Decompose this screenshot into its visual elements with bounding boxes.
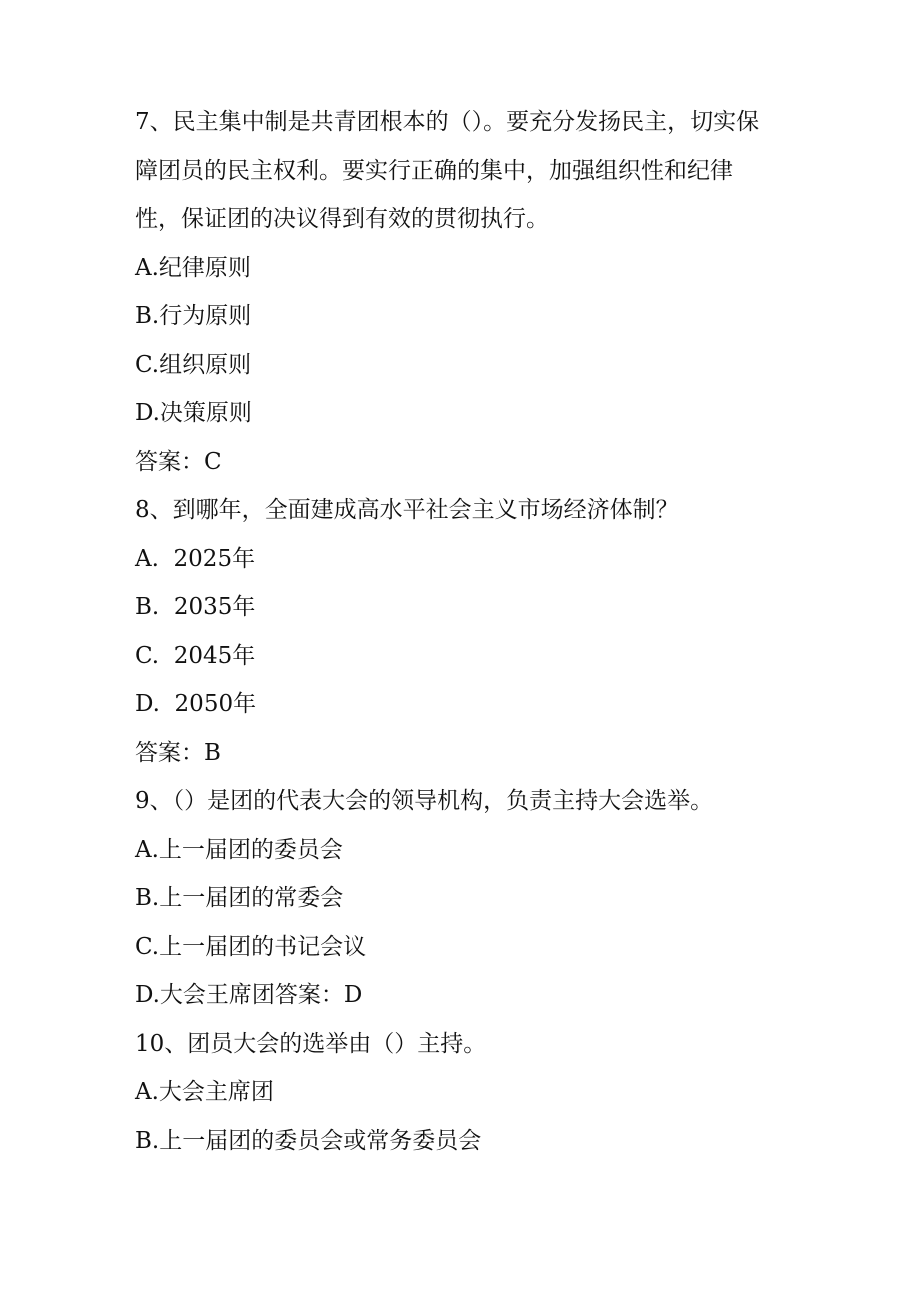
question-8-answer: 答案：B <box>135 739 221 766</box>
question-10-option-a: A.大会主席团 <box>135 1079 274 1105</box>
question-7-text-line-1: 7、民主集中制是共青团根本的（）。要充分发扬民主，切实保 <box>135 109 760 135</box>
question-7-option-a: A.纪律原则 <box>135 254 251 281</box>
question-7 <box>135 110 795 474</box>
question-9 <box>135 789 795 1007</box>
question-9-option-b: B.上一届团的常委会 <box>135 885 344 911</box>
question-7-answer: 答案：C <box>135 448 222 475</box>
question-9-option-d-and-answer: D.大会王席团答案：D <box>135 982 363 1008</box>
question-8-option-c: C. 2045年 <box>135 642 256 669</box>
question-8-option-a: A. 2025年 <box>135 545 256 572</box>
question-10-text: 10、团员大会的选举由（）主持。 <box>135 1030 487 1057</box>
question-9-option-c: C.上一届团的书记会议 <box>135 933 367 960</box>
question-7-text-line-2: 障团员的民主权利。要实行正确的集中，加强组织性和纪律 <box>135 157 733 184</box>
question-7-text-line-3: 性，保证团的决议得到有效的贯彻执行。 <box>135 206 549 232</box>
question-7-option-d: D.决策原则 <box>135 400 252 426</box>
question-8 <box>135 498 795 765</box>
question-10 <box>135 1032 795 1153</box>
document-body <box>135 110 795 1153</box>
question-7-option-b: B.行为原则 <box>135 303 252 329</box>
question-8-option-b: B. 2035年 <box>135 594 256 620</box>
question-10-option-b: B.上一届团的委员会或常务委员会 <box>135 1127 482 1154</box>
question-9-text: 9、（）是团的代表大会的领导机构，负责主持大会选举。 <box>135 788 714 814</box>
question-9-option-a: A.上一届团的委员会 <box>135 836 343 863</box>
question-8-text: 8、到哪年，全面建成高水平社会主义市场经济体制？ <box>135 497 679 523</box>
question-7-option-c: C.组织原则 <box>135 351 252 378</box>
question-8-option-d: D. 2050年 <box>135 691 257 717</box>
